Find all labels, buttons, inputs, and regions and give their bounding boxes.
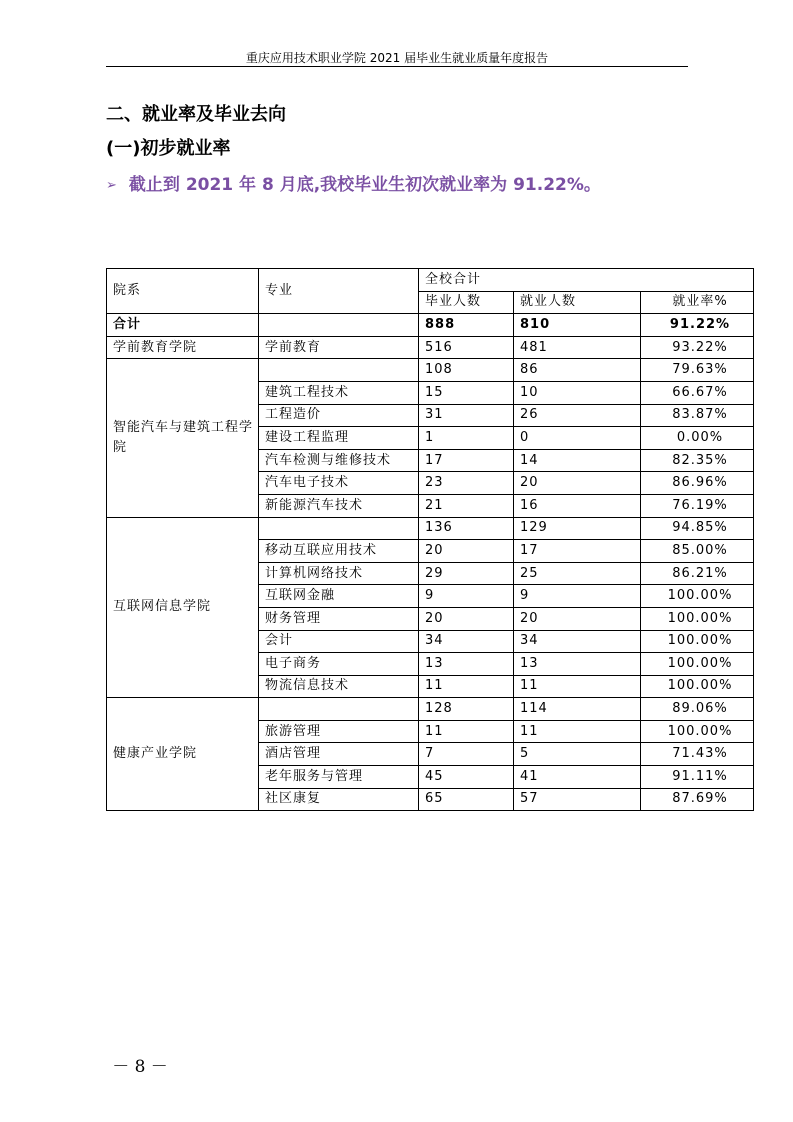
total-rate: 91.22% [641,314,754,337]
rate-cell: 100.00% [641,607,754,630]
major-cell: 建设工程监理 [259,427,419,450]
employed-cell: 10 [514,381,641,404]
employed-cell: 20 [514,607,641,630]
graduates-cell: 23 [419,472,514,495]
employed-cell: 0 [514,427,641,450]
rate-cell: 83.87% [641,404,754,427]
rate-cell: 86.96% [641,472,754,495]
rate-cell: 91.11% [641,766,754,789]
rate-cell: 79.63% [641,359,754,382]
header-row [107,269,754,292]
employed-cell: 41 [514,766,641,789]
employed-cell: 9 [514,585,641,608]
graduates-cell: 128 [419,698,514,721]
graduates-cell: 1 [419,427,514,450]
graduates-cell: 13 [419,653,514,676]
major-cell: 酒店管理 [259,743,419,766]
total-row [107,314,754,337]
major-cell: 汽车检测与维修技术 [259,449,419,472]
college-name: 互联网信息学院 [107,517,259,698]
total-graduates: 888 [419,314,514,337]
graduates-cell: 34 [419,630,514,653]
rate-cell: 82.35% [641,449,754,472]
subsection-heading: (一)初步就业率 [106,138,231,159]
graduates-cell: 45 [419,766,514,789]
major-cell: 计算机网络技术 [259,562,419,585]
employed-cell: 481 [514,336,641,359]
rate-cell: 71.43% [641,743,754,766]
college-name: 健康产业学院 [107,698,259,811]
graduates-cell: 17 [419,449,514,472]
rate-cell: 87.69% [641,788,754,811]
major-cell: 电子商务 [259,653,419,676]
major-cell: 移动互联应用技术 [259,540,419,563]
employed-cell: 114 [514,698,641,721]
header-rule [106,66,688,67]
major-cell: 学前教育 [259,336,419,359]
header-graduates: 毕业人数 [419,291,514,314]
major-cell: 会计 [259,630,419,653]
graduates-cell: 516 [419,336,514,359]
college-name: 学前教育学院 [107,336,259,359]
header-college: 院系 [107,269,259,314]
graduates-cell: 15 [419,381,514,404]
graduates-cell: 21 [419,494,514,517]
graduates-cell: 108 [419,359,514,382]
graduates-cell: 20 [419,540,514,563]
employed-cell: 17 [514,540,641,563]
graduates-cell: 31 [419,404,514,427]
employment-rate-table [106,268,754,811]
employed-cell: 34 [514,630,641,653]
rate-cell: 100.00% [641,720,754,743]
major-cell: 互联网金融 [259,585,419,608]
graduates-cell: 136 [419,517,514,540]
employed-cell: 129 [514,517,641,540]
rate-cell: 100.00% [641,675,754,698]
employed-cell: 14 [514,449,641,472]
major-cell: 老年服务与管理 [259,766,419,789]
major-cell: 建筑工程技术 [259,381,419,404]
rate-cell: 85.00% [641,540,754,563]
employed-cell: 20 [514,472,641,495]
graduates-cell: 7 [419,743,514,766]
major-cell: 财务管理 [259,607,419,630]
table-row [107,359,754,382]
major-cell: 新能源汽车技术 [259,494,419,517]
rate-cell: 93.22% [641,336,754,359]
employed-cell: 5 [514,743,641,766]
college-name: 智能汽车与建筑工程学院 [107,359,259,517]
major-cell [259,517,419,540]
table-row [107,698,754,721]
running-header: 重庆应用技术职业学院 2021 届毕业生就业质量年度报告 [245,51,549,65]
graduates-cell: 29 [419,562,514,585]
rate-cell: 89.06% [641,698,754,721]
employed-cell: 13 [514,653,641,676]
header-employed: 就业人数 [514,291,641,314]
rate-cell: 0.00% [641,427,754,450]
table-row [107,517,754,540]
graduates-cell: 11 [419,675,514,698]
major-cell: 旅游管理 [259,720,419,743]
arrow-bullet-icon: ➢ [106,178,117,193]
major-cell [259,359,419,382]
header-group: 全校合计 [419,269,754,292]
graduates-cell: 20 [419,607,514,630]
employed-cell: 11 [514,675,641,698]
summary-text: 截止到 2021 年 8 月底,我校毕业生初次就业率为 91.22%。 [128,175,601,195]
rate-cell: 76.19% [641,494,754,517]
major-cell: 汽车电子技术 [259,472,419,495]
major-cell: 工程造价 [259,404,419,427]
employed-cell: 86 [514,359,641,382]
header-major: 专业 [259,269,419,314]
total-employed: 810 [514,314,641,337]
employed-cell: 11 [514,720,641,743]
summary-line [106,173,601,199]
graduates-cell: 11 [419,720,514,743]
page-number: － 8 － [112,1057,168,1077]
graduates-cell: 65 [419,788,514,811]
employed-cell: 57 [514,788,641,811]
rate-cell: 86.21% [641,562,754,585]
major-cell [259,698,419,721]
major-cell: 物流信息技术 [259,675,419,698]
employed-cell: 25 [514,562,641,585]
rate-cell: 100.00% [641,630,754,653]
table-row [107,336,754,359]
graduates-cell: 9 [419,585,514,608]
rate-cell: 94.85% [641,517,754,540]
employed-cell: 16 [514,494,641,517]
rate-cell: 100.00% [641,653,754,676]
header-rate: 就业率% [641,291,754,314]
total-major [259,314,419,337]
rate-cell: 100.00% [641,585,754,608]
section-heading: 二、就业率及毕业去向 [106,104,286,125]
major-cell: 社区康复 [259,788,419,811]
rate-cell: 66.67% [641,381,754,404]
employed-cell: 26 [514,404,641,427]
total-label: 合计 [107,314,259,337]
